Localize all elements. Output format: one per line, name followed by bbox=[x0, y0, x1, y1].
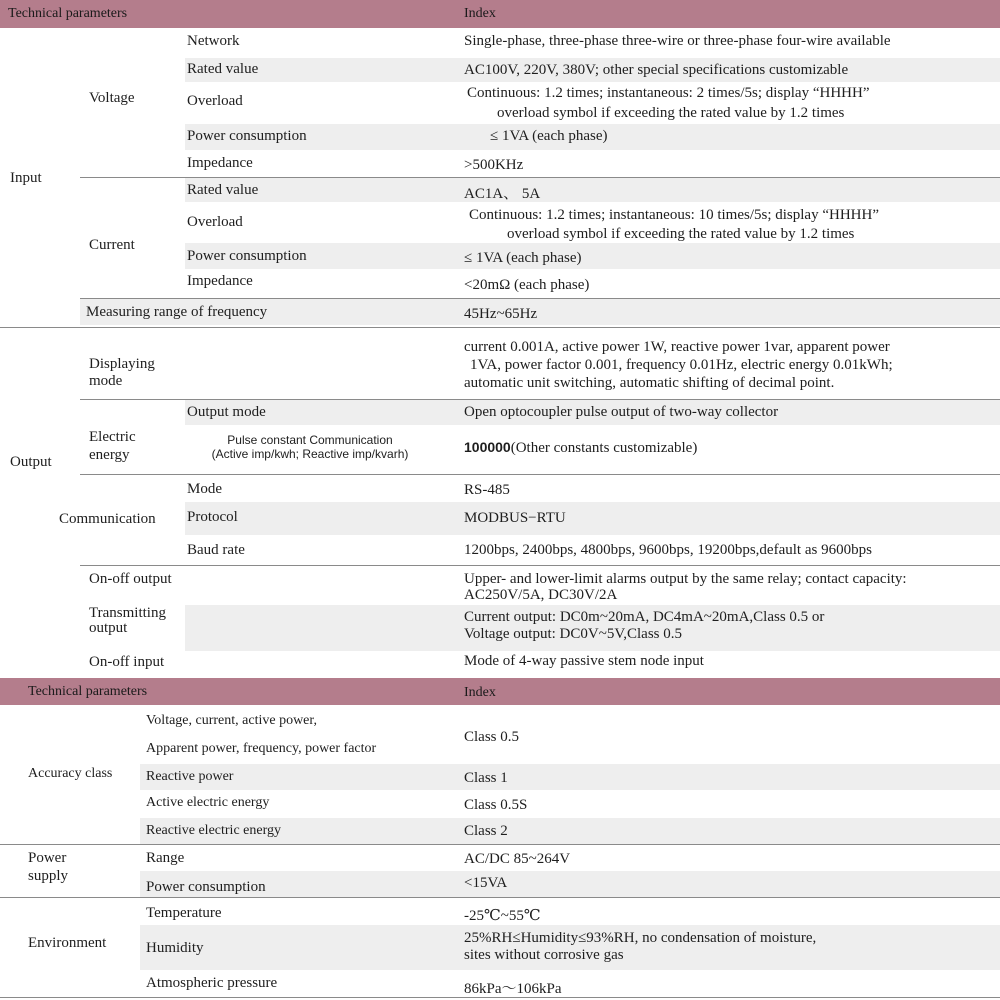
onoff-input-value: Mode of 4-way passive stem node input bbox=[464, 653, 704, 669]
power-range-value: AC/DC 85~264V bbox=[464, 851, 571, 867]
electric-energy-label-line1: Electric bbox=[89, 429, 136, 445]
table1-header-index: Index bbox=[464, 6, 496, 21]
accuracy-vc-param-line1: Voltage, current, active power, bbox=[146, 713, 318, 728]
row-band bbox=[185, 502, 1000, 535]
pulse-constant-value bbox=[464, 439, 697, 457]
row-band bbox=[185, 243, 1000, 269]
environment-label: Environment bbox=[28, 935, 107, 951]
electric-energy-label-line2: energy bbox=[89, 447, 130, 463]
comm-protocol-value: MODBUS−RTU bbox=[464, 510, 566, 526]
env-pressure-value: 86kPa〜106kPa bbox=[464, 981, 562, 997]
voltage-network-param: Network bbox=[187, 33, 240, 49]
transmitting-output-label-line1: Transmitting bbox=[89, 605, 166, 621]
output-mode-param: Output mode bbox=[187, 404, 266, 420]
power-supply-label-line1: Power bbox=[28, 850, 67, 866]
current-impedance-value: <20mΩ (each phase) bbox=[464, 277, 590, 293]
accuracy-vc-value: Class 0.5 bbox=[464, 729, 520, 745]
displaying-mode-value-line2: 1VA, power factor 0.001, frequency 0.01Hz, electric energy 0.01kWh; bbox=[470, 357, 893, 373]
table2-header-index: Index bbox=[464, 685, 496, 700]
output-label: Output bbox=[10, 454, 52, 470]
accuracy-reactive-power-value: Class 1 bbox=[464, 770, 508, 786]
current-rated-value: AC1A、 5A bbox=[464, 186, 541, 202]
voltage-rated-param: Rated value bbox=[187, 61, 259, 77]
power-consumption-param: Power consumption bbox=[146, 879, 266, 895]
env-temperature-value: -25℃~55℃ bbox=[464, 908, 541, 924]
current-power-param: Power consumption bbox=[187, 248, 307, 264]
output-mode-value: Open optocoupler pulse output of two-way collector bbox=[464, 404, 779, 420]
onoff-input-label: On-off input bbox=[89, 654, 165, 670]
comm-protocol-param: Protocol bbox=[187, 509, 238, 525]
accuracy-reactive-energy-value: Class 2 bbox=[464, 823, 508, 839]
divider bbox=[80, 565, 1000, 566]
frequency-param: Measuring range of frequency bbox=[86, 304, 268, 320]
transmitting-output-value-line1: Current output: DC0m~20mA, DC4mA~20mA,Class 0.5 or bbox=[464, 609, 825, 625]
onoff-output-value-line2: AC250V/5A, DC30V/2A bbox=[464, 587, 618, 603]
voltage-impedance-value: >500KHz bbox=[464, 157, 524, 173]
accuracy-active-energy-param: Active electric energy bbox=[146, 795, 270, 810]
current-label: Current bbox=[89, 237, 135, 253]
displaying-mode-label-line2: mode bbox=[89, 373, 123, 389]
pulse-constant-param-line1: Pulse constant Communication bbox=[227, 433, 393, 447]
row-band bbox=[185, 178, 1000, 202]
voltage-overload-param: Overload bbox=[187, 93, 243, 109]
communication-label: Communication bbox=[59, 511, 156, 527]
env-temperature-param: Temperature bbox=[146, 905, 222, 921]
divider bbox=[80, 399, 1000, 400]
pulse-constant-note: (Other constants customizable) bbox=[510, 440, 698, 456]
env-humidity-param: Humidity bbox=[146, 940, 204, 956]
divider bbox=[80, 177, 1000, 178]
env-humidity-value-line2: sites without corrosive gas bbox=[464, 947, 624, 963]
current-overload-value-line1: Continuous: 1.2 times; instantaneous: 10 times/5s; display “HHHH” bbox=[469, 207, 879, 223]
table1-header-parameters: Technical parameters bbox=[8, 6, 128, 21]
accuracy-class-label: Accuracy class bbox=[28, 766, 113, 781]
input-label: Input bbox=[10, 170, 42, 186]
onoff-output-value-line1: Upper- and lower-limit alarms output by the same relay; contact capacity: bbox=[464, 571, 907, 587]
voltage-overload-value-line1: Continuous: 1.2 times; instantaneous: 2 times/5s; display “HHHH” bbox=[467, 85, 870, 101]
divider bbox=[80, 474, 1000, 475]
row-band bbox=[140, 871, 1000, 898]
divider bbox=[0, 327, 1000, 328]
pulse-constant-param-line2: (Active imp/kwh; Reactive imp/kvarh) bbox=[211, 447, 409, 461]
transmitting-output-value-line2: Voltage output: DC0V~5V,Class 0.5 bbox=[464, 626, 682, 642]
voltage-impedance-param: Impedance bbox=[187, 155, 253, 171]
table1-header-band bbox=[0, 0, 1000, 28]
divider bbox=[0, 897, 1000, 898]
displaying-mode-value-line3: automatic unit switching, automatic shifting of decimal point. bbox=[464, 375, 835, 391]
current-impedance-param: Impedance bbox=[187, 273, 253, 289]
onoff-output-label: On-off output bbox=[89, 571, 172, 587]
accuracy-reactive-energy-param: Reactive electric energy bbox=[146, 823, 281, 838]
pulse-constant-number: 100000 bbox=[464, 439, 511, 455]
current-power-value: ≤ 1VA (each phase) bbox=[464, 250, 582, 266]
comm-baud-value: 1200bps, 2400bps, 4800bps, 9600bps, 19200bps,default as 9600bps bbox=[464, 542, 872, 558]
accuracy-vc-param-line2: Apparent power, frequency, power factor bbox=[146, 741, 377, 756]
voltage-label: Voltage bbox=[89, 90, 135, 106]
env-pressure-param: Atmospheric pressure bbox=[146, 975, 278, 991]
voltage-network-value: Single-phase, three-phase three-wire or three-phase four-wire available bbox=[464, 33, 891, 49]
displaying-mode-value-line1: current 0.001A, active power 1W, reactive power 1var, apparent power bbox=[464, 339, 890, 355]
divider bbox=[80, 298, 1000, 299]
env-humidity-value-line1: 25%RH≤Humidity≤93%RH, no condensation of moisture, bbox=[464, 930, 817, 946]
voltage-overload-value-line2: overload symbol if exceeding the rated value by 1.2 times bbox=[497, 105, 845, 121]
current-overload-value-line2: overload symbol if exceeding the rated value by 1.2 times bbox=[507, 226, 855, 242]
comm-mode-value: RS-485 bbox=[464, 482, 510, 498]
power-supply-label-line2: supply bbox=[28, 868, 69, 884]
comm-mode-param: Mode bbox=[187, 481, 222, 497]
accuracy-reactive-power-param: Reactive power bbox=[146, 769, 234, 784]
voltage-power-param: Power consumption bbox=[187, 128, 307, 144]
transmitting-output-label-line2: output bbox=[89, 620, 128, 636]
current-rated-param: Rated value bbox=[187, 182, 259, 198]
displaying-mode-label-line1: Displaying bbox=[89, 356, 155, 372]
accuracy-active-energy-value: Class 0.5S bbox=[464, 797, 528, 813]
table2-header-band bbox=[0, 678, 1000, 705]
divider bbox=[0, 844, 1000, 845]
power-range-param: Range bbox=[146, 850, 185, 866]
row-band bbox=[140, 764, 1000, 790]
power-consumption-value: <15VA bbox=[464, 875, 508, 891]
voltage-rated-value: AC100V, 220V, 380V; other special specifications customizable bbox=[464, 62, 849, 78]
voltage-power-value: ≤ 1VA (each phase) bbox=[490, 128, 608, 144]
table2-header-parameters: Technical parameters bbox=[28, 684, 148, 699]
current-overload-param: Overload bbox=[187, 214, 243, 230]
frequency-value: 45Hz~65Hz bbox=[464, 306, 538, 322]
comm-baud-param: Baud rate bbox=[187, 542, 245, 558]
